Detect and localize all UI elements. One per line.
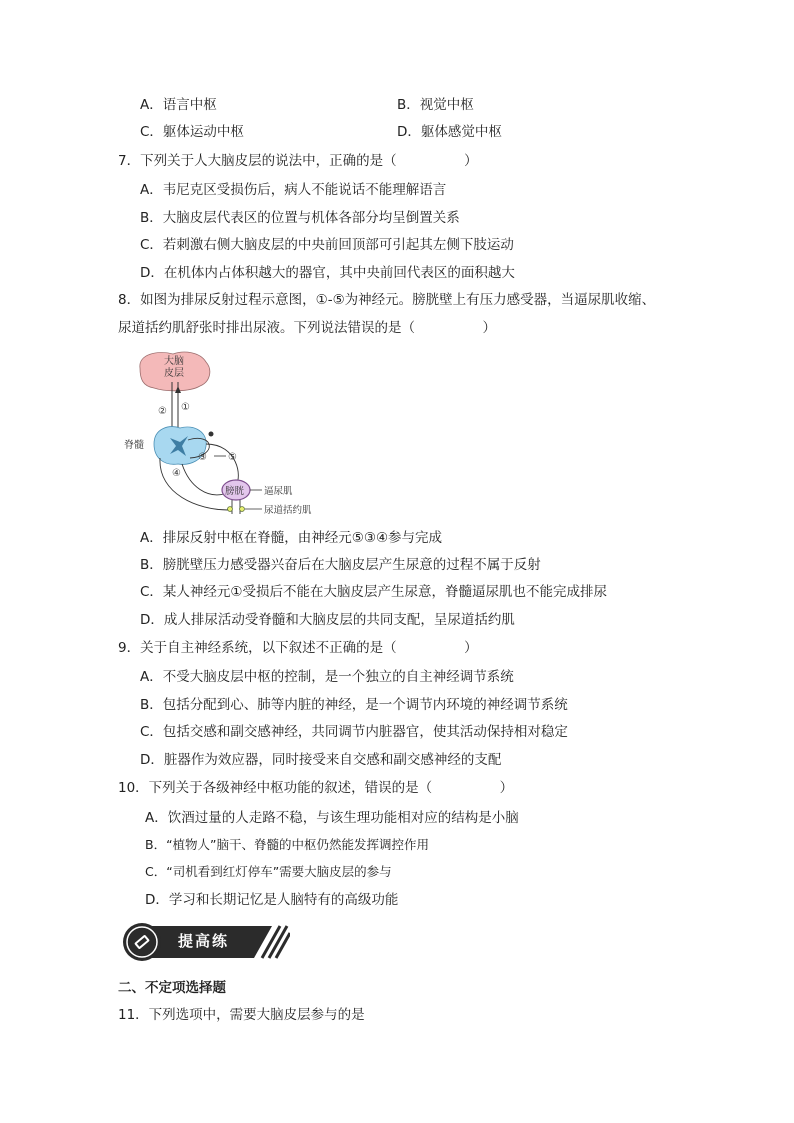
q8-option-c: C．某人神经元①受损后不能在大脑皮层产生尿意，脊髓逼尿肌也不能完成排尿: [140, 584, 608, 600]
q7-option-d: D．在机体内占体积越大的器官，其中央前回代表区的面积越大: [140, 265, 515, 281]
q7-stem: 7．下列关于人大脑皮层的说法中，正确的是（ ）: [118, 153, 478, 169]
q11-stem: 11．下列选项中，需要大脑皮层参与的是: [118, 1007, 365, 1023]
reflex-arc-diagram: [118, 348, 328, 518]
q10-option-b: B．“植物人”脑干、脊髓的中枢仍然能发挥调控作用: [145, 837, 430, 852]
detrusor-label: 逼尿肌: [264, 486, 293, 497]
q8-option-b: B．膀胱壁压力感受器兴奋后在大脑皮层产生尿意的过程不属于反射: [140, 557, 541, 573]
ganglion-dot: [209, 432, 214, 437]
q7-option-c: C．若刺激右侧大脑皮层的中央前回顶部可引起其左侧下肢运动: [140, 237, 514, 253]
q7-option-b: B．大脑皮层代表区的位置与机体各部分均呈倒置关系: [140, 210, 460, 226]
q9-option-a: A．不受大脑皮层中枢的控制，是一个独立的自主神经调节系统: [140, 669, 514, 685]
sphincter-label: 尿道括约肌: [264, 505, 312, 516]
q10-option-d: D．学习和长期记忆是人脑特有的高级功能: [145, 892, 399, 908]
q8-option-a: A．排尿反射中枢在脊髓，由神经元⑤③④参与完成: [140, 530, 443, 546]
q6-option-c: C．躯体运动中枢: [140, 124, 244, 140]
bladder-label: 膀胱: [225, 486, 245, 497]
sphincter-dot-left: [228, 507, 233, 512]
q9-option-d: D．脏器作为效应器，同时接受来自交感和副交感神经的支配: [140, 752, 502, 768]
q9-option-c: C．包括交感和副交感神经，共同调节内脏器官，使其活动保持相对稳定: [140, 724, 568, 740]
q6-option-b: B．视觉中枢: [397, 97, 474, 113]
q8-stem-line2: 尿道括约肌舒张时排出尿液。下列说法错误的是（ ）: [118, 320, 496, 336]
efferent-path: [182, 464, 224, 495]
q8-option-d: D．成人排尿活动受脊髓和大脑皮层的共同支配，呈尿道括约肌: [140, 612, 515, 628]
label-n2: ②: [158, 406, 167, 417]
label-n4: ④: [172, 468, 181, 479]
q9-option-b: B．包括分配到心、肺等内脏的神经，是一个调节内环境的神经调节系统: [140, 697, 568, 713]
spinal-label: 脊髓: [124, 440, 144, 451]
section2-title: 二、不定项选择题: [118, 980, 226, 996]
q9-stem: 9．关于自主神经系统，以下叙述不正确的是（ ）: [118, 640, 478, 656]
brain-label-2: 皮层: [164, 368, 184, 379]
label-n1: ①: [181, 402, 190, 413]
q10-option-a: A．饮酒过量的人走路不稳，与该生理功能相对应的结构是小脑: [145, 810, 519, 826]
banner-stripe-3: [276, 933, 290, 958]
banner-title: 提高练: [178, 932, 230, 950]
sphincter-dot-right: [240, 507, 245, 512]
brain-label-1: 大脑: [164, 356, 184, 367]
afferent-path: [206, 444, 238, 484]
q10-stem: 10．下列关于各级神经中枢功能的叙述，错误的是（ ）: [118, 780, 514, 796]
label-n5: ⑤: [228, 452, 237, 463]
q10-option-c: C．“司机看到红灯停车”需要大脑皮层的参与: [145, 864, 392, 879]
q7-option-a: A．韦尼克区受损伤后，病人不能说话不能理解语言: [140, 182, 447, 198]
q6-option-d: D．躯体感觉中枢: [397, 124, 502, 140]
q6-option-a: A．语言中枢: [140, 97, 217, 113]
label-n3: ③: [198, 452, 207, 463]
q8-stem-line1: 8．如图为排尿反射过程示意图，①-⑤为神经元。膀胱壁上有压力感受器，当逼尿肌收缩、: [118, 292, 656, 308]
